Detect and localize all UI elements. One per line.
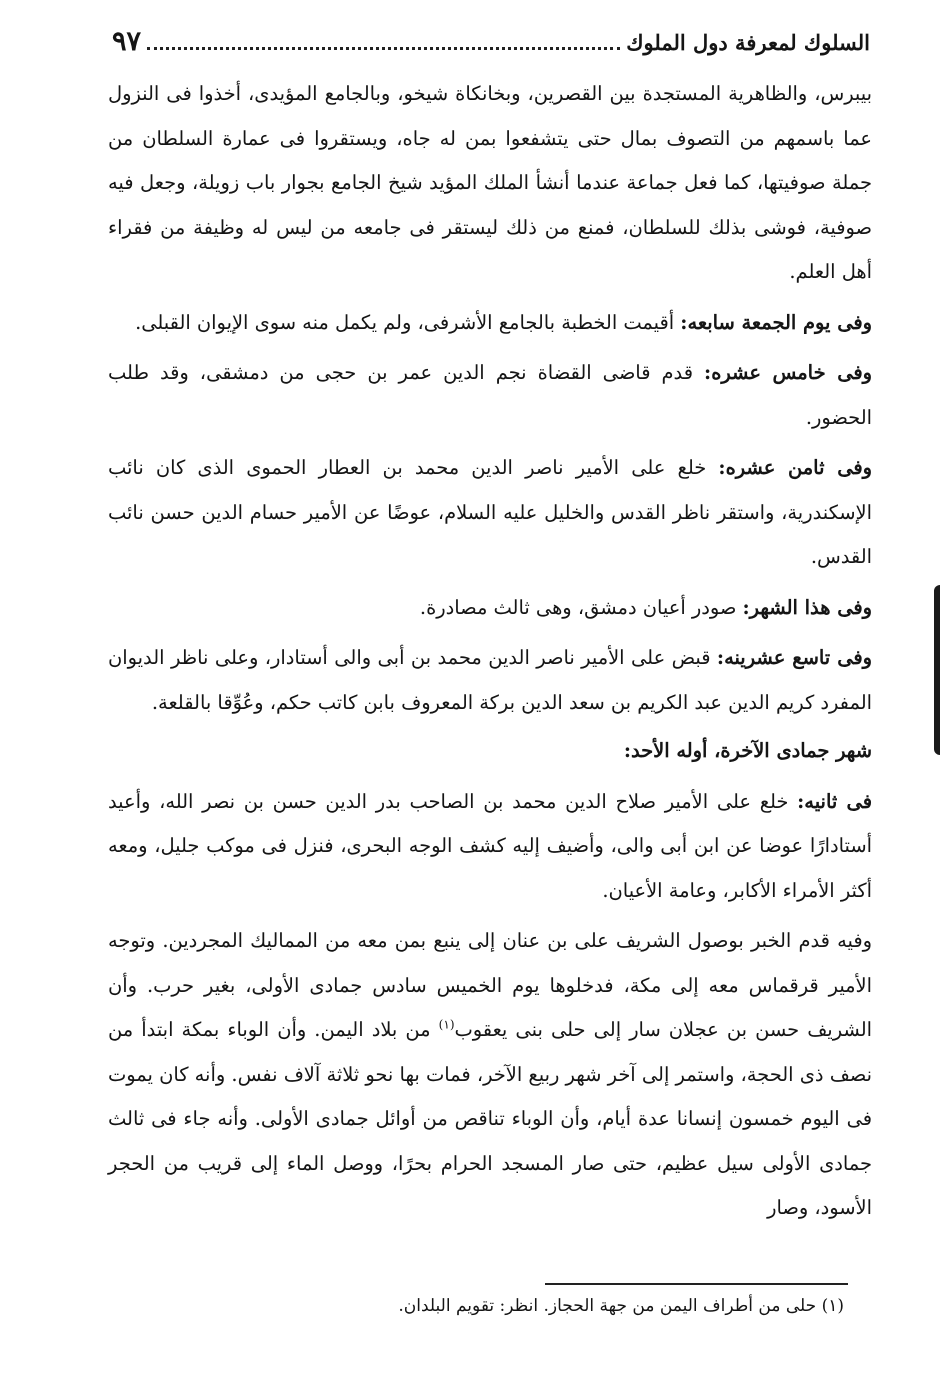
paragraph-body: قبض على الأمير ناصر الدين محمد بن أبى والى أستادار، وعلى ناظر الديوان المفرد كريم الدين عبد الكريم بن سعد الدين بركة المعروف بابن كاتب حكم، وعُوِّقا بالقلعة. <box>108 646 872 714</box>
paragraph-lead: وفى يوم الجمعة سابعه: <box>680 310 872 334</box>
paragraph-fifteenth <box>108 351 872 440</box>
paragraph-body: قدم قاضى القضاة نجم الدين عمر بن حجى من دمشقى، وقد طلب الحضور. <box>108 361 872 429</box>
paragraph-this-month <box>108 586 872 631</box>
section-heading: شهر جمادى الآخرة، أوله الأحد: <box>623 739 872 762</box>
paragraph-eighteenth <box>108 446 872 580</box>
paragraph-lead: وفى هذا الشهر: <box>742 595 872 619</box>
paragraph-body: صودر أعيان دمشق، وهى ثالث مصادرة. <box>419 595 743 619</box>
paragraph-1: بيبرس، والظاهرية المستجدة بين القصرين، وبخانكاة شيخو، وبالجامع المؤيدى، أخذوا فى النزول عما باسمهم من التصوف بمال حتى يتشفعوا بمن له جاه، ويستقروا فى عمارة السلطان من جملة صوفيتها، كما فعل جماعة عندما أنشأ الملك المؤيد شيخ الجامع بجوار باب زويلة، وجعل فيه صوفية، فوشى بذلك للسلطان، فمنع من ذلك ليستقر فى جامعه من ليس له وظيفة من فقراء أهل العلم. <box>108 82 872 283</box>
paragraph-second <box>108 780 872 914</box>
paragraph-body: خلع على الأمير صلاح الدين محمد بن الصاحب بدر الدين حسن بن نصر الله، وأعيد أستادارًا عوضا عن ابن أبى والى، وأضيف إليه كشف الوجه البحرى، فنزل فى موكب جليل، ومعه أكثر الأمراء الأكابر، وعامة الأعيان. <box>108 789 872 902</box>
page-edge-shadow <box>934 585 940 755</box>
book-title: السلوك لمعرفة دول الملوك <box>626 30 870 55</box>
footnote-separator <box>545 1283 848 1285</box>
header-dot-leader <box>147 46 620 50</box>
paragraph-body: خلع على الأمير ناصر الدين محمد بن العطار الحموى الذى كان نائب الإسكندرية، واستقر ناظر القدس والخليل عليه السلام، عوضًا عن الأمير حسام الدين حسن نائب القدس. <box>108 456 872 568</box>
paragraph-twenty-ninth <box>108 636 872 725</box>
paragraph-body: وفيه قدم الخبر بوصول الشريف على بن عنان إلى ينبع بمن معه من المماليك المجردين. وتوجه الأمير قرقماس معه إلى مكة، فدخلوها يوم الخميس سادس جمادى الأولى، بغير حرب. وأن الشريف حسن بن عجلان سار إلى حلى بنى يعقوب <box>108 929 872 1041</box>
paragraph-lead: وفى خامس عشره: <box>704 361 872 384</box>
footnote-marker[interactable]: (١) <box>438 1017 455 1032</box>
page-number: ٩٧ <box>112 26 142 57</box>
paragraph-lead: فى ثانيه: <box>797 789 872 813</box>
paragraph-body: أقيمت الخطبة بالجامع الأشرفى، ولم يكمل منه سوى الإيوان القبلى. <box>135 310 681 334</box>
paragraph-news <box>108 919 872 1231</box>
footnote: (١) حلى من أطراف اليمن من جهة الحجاز. انظر: تقويم البلدان. <box>398 1296 844 1316</box>
paragraph-friday-seventh <box>108 301 872 346</box>
running-header <box>112 26 870 66</box>
paragraph-lead: وفى ثامن عشره: <box>718 456 873 479</box>
paragraph-body: من بلاد اليمن. وأن الوباء بمكة ابتدأ من نصف ذى الحجة، واستمر إلى آخر شهر ربيع الآخر، فمات بها نحو ثلاثة آلاف نفس. وأنه كان يموت فى اليوم خمسون إنسانا عدة أيام، وأن الوباء تناقص من أوائل جمادى الأولى. وأنه جاء فى ثالث جمادى الأولى سيل عظيم، حتى صار المسجد الحرام بحرًا، ووصل الماء إلى قريب من الحجر الأسود، وصار <box>108 1018 872 1219</box>
body-text <box>108 72 872 1231</box>
paragraph-lead: وفى تاسع عشرينه: <box>716 646 872 669</box>
